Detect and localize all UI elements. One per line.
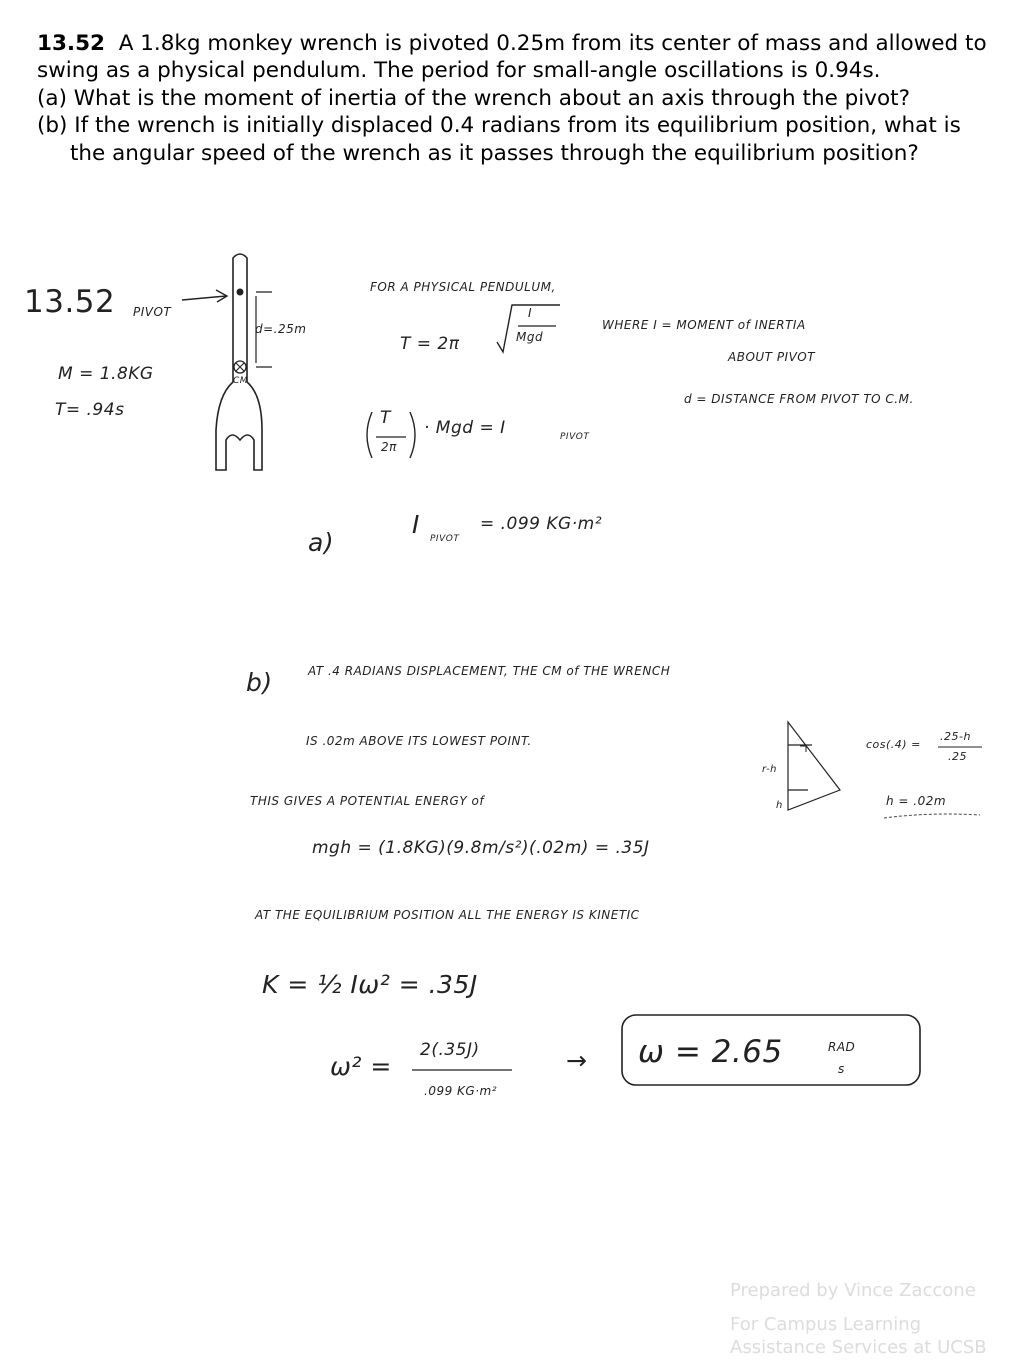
- rearranged-2pi: 2π: [381, 440, 397, 454]
- result-arrow: →: [566, 1046, 588, 1075]
- cos-eq-left: cos(.4) =: [866, 738, 921, 751]
- pe-intro: THIS GIVES A POTENTIAL ENERGY of: [250, 794, 485, 808]
- answer-a-symbol: I: [412, 510, 420, 539]
- b-line-2: IS .02m ABOVE ITS LOWEST POINT.: [306, 734, 532, 748]
- given-mass: M = 1.8KG: [58, 364, 154, 384]
- ke-equation: K = ½ Iω² = .35J: [262, 970, 478, 999]
- given-period: T= .94s: [55, 400, 125, 420]
- omega-squared: ω² =: [330, 1052, 392, 1081]
- intro-text: FOR A PHYSICAL PENDULUM,: [370, 280, 556, 294]
- triangle-left-bottom: h: [776, 800, 783, 811]
- footer-line-1: Prepared by Vince Zaccone: [730, 1280, 976, 1301]
- footer-line-2: For Campus Learning: [730, 1314, 922, 1335]
- solution-heading: 13.52: [24, 284, 116, 320]
- formula-numerator: I: [528, 306, 533, 320]
- cos-eq-den: .25: [948, 750, 967, 763]
- question-b: (b) If the wrench is initially displaced 0.4 radians from its equilibrium position, what is the angular speed of the wrench as it passes through the equilibrium position?: [37, 113, 961, 166]
- problem-number: 13.52: [37, 31, 106, 56]
- d-note: d = DISTANCE FROM PIVOT TO C.M.: [684, 392, 914, 406]
- h-result: h = .02m: [886, 794, 947, 808]
- final-answer: ω = 2.65: [638, 1034, 783, 1070]
- triangle-left-top: r-h: [762, 764, 778, 775]
- formula-denominator: Mgd: [516, 330, 544, 344]
- where-note: WHERE I = MOMENT of INERTIA: [602, 318, 806, 332]
- final-unit-top: RAD: [828, 1040, 856, 1054]
- part-a-label: a): [308, 528, 335, 557]
- distance-label: d=.25m: [255, 322, 307, 336]
- problem-text: A 1.8kg monkey wrench is pivoted 0.25m from its center of mass and allowed to swing as a physical pendulum. The period for small-angle oscillations is 0.94s.: [37, 31, 987, 84]
- rearranged-t: T: [380, 408, 391, 428]
- pe-equation: mgh = (1.8KG)(9.8m/s²)(.02m) = .35J: [312, 838, 650, 858]
- cm-label: CM: [233, 376, 249, 386]
- pivot-label: PIVOT: [133, 305, 172, 319]
- omega-numerator: 2(.35J): [420, 1040, 480, 1060]
- footer-line-3: Assistance Services at UCSB: [730, 1337, 987, 1358]
- answer-a-value: = .099 KG·m²: [480, 514, 603, 534]
- answer-a-sub: PIVOT: [430, 534, 460, 544]
- final-unit-bottom: s: [838, 1062, 845, 1076]
- cos-eq-num: .25-h: [940, 730, 971, 743]
- wrench-sketch: [216, 254, 262, 470]
- part-b-label: b): [246, 668, 273, 697]
- question-a: (a) What is the moment of inertia of the wrench about an axis through the pivot?: [37, 85, 910, 111]
- omega-denominator: .099 KG·m²: [424, 1084, 498, 1098]
- rearranged-eq: · Mgd = I: [424, 418, 506, 438]
- pivot-dot: [237, 289, 244, 296]
- equilibrium-line: AT THE EQUILIBRIUM POSITION ALL THE ENERGY IS KINETIC: [255, 908, 640, 922]
- period-formula-left: T = 2π: [400, 334, 460, 354]
- rearranged-sub: PIVOT: [560, 432, 590, 442]
- b-line-1: AT .4 RADIANS DISPLACEMENT, THE CM of THE WRENCH: [308, 664, 671, 678]
- pivot-arrow: [182, 290, 227, 302]
- where-note-2: ABOUT PIVOT: [728, 350, 816, 364]
- triangle-sketch: [788, 722, 840, 810]
